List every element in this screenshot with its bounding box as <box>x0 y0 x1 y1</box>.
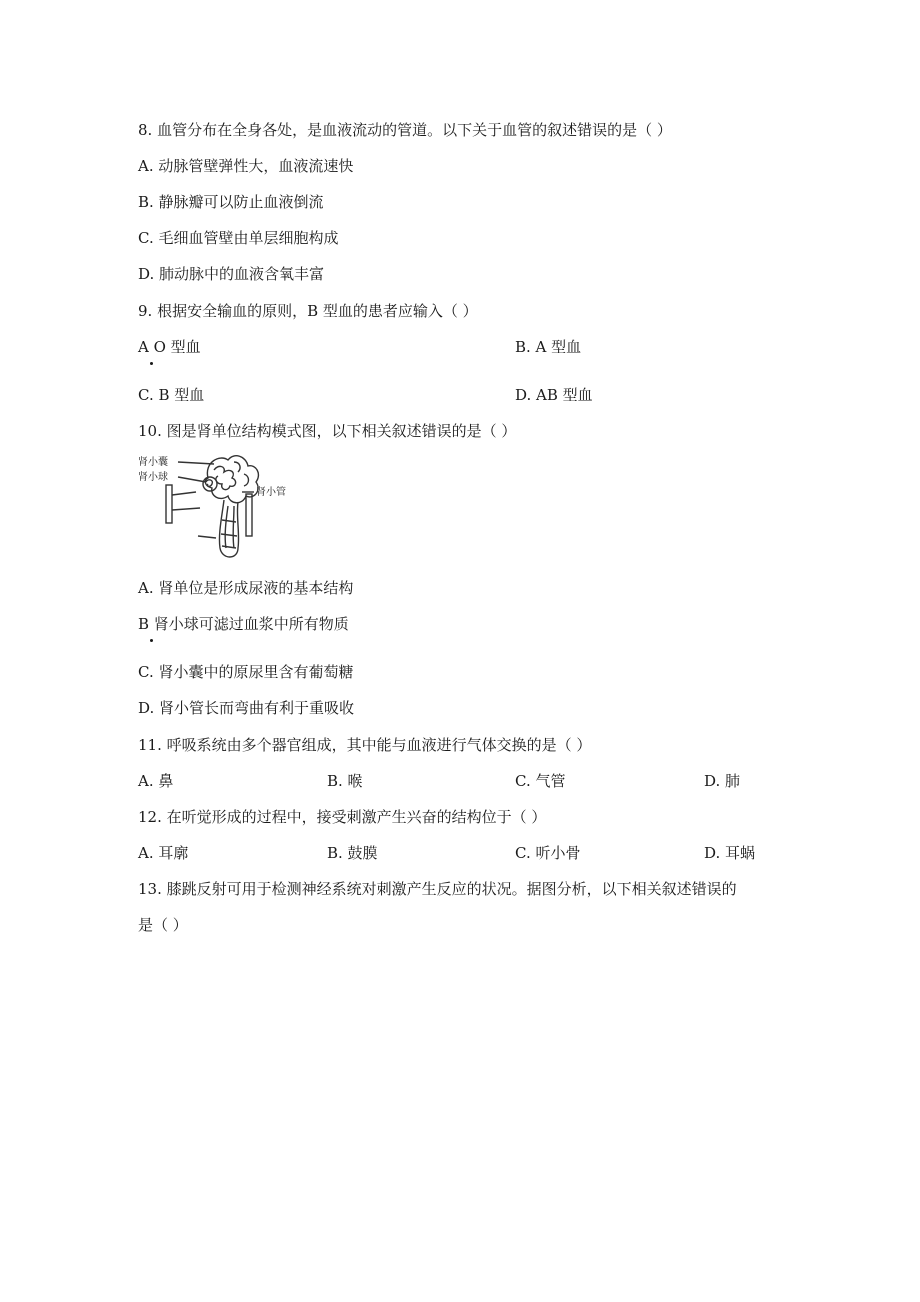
q11-option-d: D. 肺 <box>704 772 741 790</box>
blood-vessel <box>166 485 172 523</box>
q10-option-a: A. 肾单位是形成尿液的基本结构 <box>138 579 354 597</box>
q10-stem: 10. 图是肾单位结构模式图，以下相关叙述错误的是（ ） <box>138 422 517 440</box>
q8-option-a: A. 动脉管壁弹性大，血液流速快 <box>138 157 354 175</box>
q9-option-a: A O 型血 <box>138 338 201 356</box>
q11-option-a: A. 鼻 <box>138 772 174 790</box>
emphasis-dot <box>150 362 153 365</box>
q10-option-d: D. 肾小管长而弯曲有利于重吸收 <box>138 699 355 717</box>
q13-stem-line2: 是（ ） <box>138 916 188 934</box>
q10-option-c: C. 肾小囊中的原尿里含有葡萄糖 <box>138 663 354 681</box>
q12-option-a: A. 耳廓 <box>138 844 189 862</box>
q11-option-b: B. 喉 <box>327 772 363 790</box>
q9-option-b: B. A 型血 <box>515 338 582 356</box>
q9-option-c: C. B 型血 <box>138 386 205 404</box>
q12-option-d: D. 耳蜗 <box>704 844 756 862</box>
q11-stem: 11. 呼吸系统由多个器官组成，其中能与血液进行气体交换的是（ ） <box>138 736 592 754</box>
q8-option-d: D. 肺动脉中的血液含氧丰富 <box>138 265 325 283</box>
label-line-capsule <box>178 462 214 464</box>
q8-stem: 8. 血管分布在全身各处，是血液流动的管道。以下关于血管的叙述错误的是（ ） <box>138 121 672 139</box>
q9-stem: 9. 根据安全输血的原则，B 型血的患者应输入（ ） <box>138 302 478 320</box>
q12-option-b: B. 鼓膜 <box>327 844 378 862</box>
q13-stem-line1: 13. 膝跳反射可用于检测神经系统对刺激产生反应的状况。据图分析，以下相关叙述错误的 <box>138 880 737 898</box>
q8-option-c: C. 毛细血管壁由单层细胞构成 <box>138 229 339 247</box>
emphasis-dot <box>150 639 153 642</box>
label-glomerulus: 肾小球 <box>138 472 168 483</box>
nephron-diagram <box>138 450 298 565</box>
q9-option-d: D. AB 型血 <box>515 386 593 404</box>
label-line-glomerulus <box>178 477 206 482</box>
q10-option-b: B 肾小球可滤过血浆中所有物质 <box>138 615 349 633</box>
q11-option-c: C. 气管 <box>515 772 566 790</box>
q12-stem: 12. 在听觉形成的过程中，接受刺激产生兴奋的结构位于（ ） <box>138 808 547 826</box>
label-capsule: 肾小囊 <box>138 457 168 468</box>
label-tubule: 肾小管 <box>256 487 286 498</box>
q12-option-c: C. 听小骨 <box>515 844 581 862</box>
q8-option-b: B. 静脉瓣可以防止血液倒流 <box>138 193 324 211</box>
